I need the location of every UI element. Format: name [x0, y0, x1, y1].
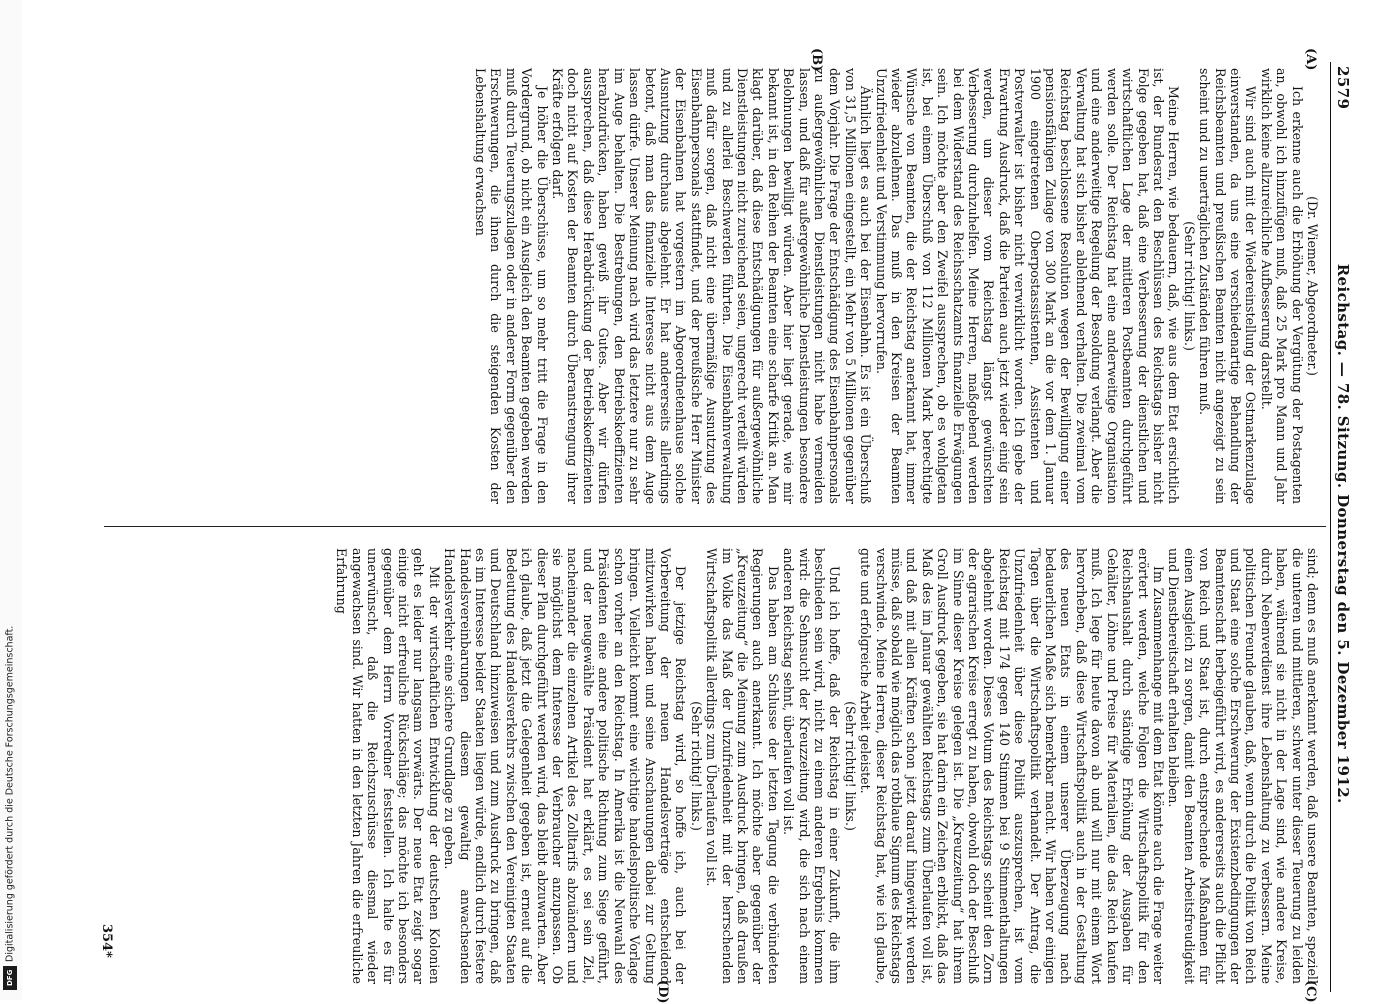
paragraph: Je höher die Überschüsse, um so mehr tritt die Frage in den Vordergrund, ob nicht ein Ausgleich den Beamten gegeben werden muß durch Teuerungszulagen oder in anderer Form gegenüber den Erschwerungen, die ihnen durch die steigenden Kosten der Lebenshaltung erwachsen [473, 68, 550, 504]
header-title: Reichstag. — 78. Sitzung. Donnerstag den 5. Dezember 1912. [1334, 263, 1352, 804]
left-column [473, 68, 1320, 504]
margin-marker-a: (A) [1303, 48, 1318, 71]
paragraph: Ich erkenne auch die Erhöhung der Vergütung der Postagenten an, obwohl ich hinzufügen muß, daß 25 Mark pro Mann und Jahr wirklich keine allzureichliche Aufbesserung darstellt. [1258, 68, 1305, 504]
paragraph: Mit der wirtschaftlichen Entwicklung der deutschen Kolonien geht es leider nur langsam vorwärts. Der neue Etat zeigt sogar einige nicht erfreuliche Rückschläge; das möchte ich besonders gegenüber dem Herrn Vorredner feststellen. Ich halte es für unerwünscht, daß die Reichszuschüsse diesmal wieder angewachsen sind. Wir hatten in den letzten Jahren die erfreuliche Erfahrung [334, 548, 442, 984]
column-divider [104, 526, 1326, 527]
digitisation-note: Digitalisierung gefördert durch die Deutsche Forschungsgemeinschaft. [4, 625, 16, 962]
paragraph: Meine Herren, wie bedauern, daß, wie aus dem Etat ersichtlich ist, der Bundesrat den Beschlüssen des Reichstags bisher nicht Folge gegeben hat, daß eine Verbesserung der dienstlichen und wirtschaftlichen Lage der mittleren Postbeamten durchgeführt werden solle. Der Reichstag hat eine anderweitige Organisation und eine anderweitige Regelung der Besoldung verlangt. Aber die Verwaltung hat sich bisher ablehnend verhalten. Die zweimal vom Reichstag beschlossene Resolution wegen der Bewilligung einer pensionsfähigen Zulage von 300 Mark an die vor dem 1. Januar 1900 eingetretenen Oberpostassistenten, Assistenten und Postverwalter ist bisher nicht verwirklicht worden. Ich gebe der Erwartung Ausdruck, daß die Parteien auch jetzt wieder einig sein werden, um dieser vom Reichstag längst gewünschten Verbesserung durchzuhelfen. Meine Herren, maßgebend werden bei dem Widerstand des Reichsschatzamts finanzielle Erwägungen sein. Ich möchte aber den Zweifel aussprechen, ob es wohlgetan ist, bei einem Überschuß von 112 Millionen Mark berechtigte Wünsche von Beamten, die der Reichstag anerkannt hat, immer wieder abzulehnen. Das muß in den Kreisen der Beamten Unzufriedenheit und Verstimmung hervorrufen. [873, 68, 1182, 504]
paragraph: Wir sind auch mit der Wiedereinstellung der Ostmarkenzulage einverstanden, da uns eine verschiedenartige Behandlung der Reichsbeamten und preußischen Beamten nicht angezeigt zu sein scheint und zu unerträglichen Zuständen führen muß. [1197, 68, 1259, 504]
margin-marker-d: (D) [655, 980, 670, 1004]
margin-marker-c: (C) [1303, 980, 1318, 1003]
paragraph: sind; denn es muß anerkannt werden, daß unsere Beamten, speziell die unteren und mittleren, schwer unter dieser Teuerung zu leiden haben, während sie nicht in der Lage sind, wie andere Kreise, durch Nebenverdienst ihre Lebenshaltung zu verbessern. Meine politischen Freunde glauben, daß, wenn durch die Politik von Reich und Staat eine solche Erschwerung der Existenzbedingungen der Beamtenschaft herbeigeführt wird, es andererseits auch die Pflicht von Reich und Staat ist, durch entsprechende Maßnahmen für einen Ausgleich zu sorgen, damit den Beamten Arbeitsfreudigkeit und Dienstbereitschaft erhalten bleiben. [1166, 548, 1320, 984]
header-page-number: 2579 [1334, 66, 1352, 110]
paragraph: Der jetzige Reichstag wird, so hoffe ich, auch bei der Vorbereitung der neuen Handelsverträge entscheidend mitzuwirken haben und seine Anschauungen dabei zur Geltung bringen. Vielleicht kommt eine wichtige handelspolitische Vorlage schon vorher an den Reichstag. In Amerika ist die Neuwahl des Präsidenten eine andere politische Richtung zum Siege geführt, und der neugewählte Präsident hat erklärt, es sei sein Ziel, nacheinander die einzelnen Artikel des Zolltarifs abzuändern und sie möglichst dem Interesse der Verbraucher anzupassen. Ob dieser Plan durchgeführt werden wird, das bleibt abzuwarten. Aber ich glaube, daß jetzt die Gelegenheit gegeben ist, erneut auf die Bedeutung des Handelsverkehrs zwischen den Vereinigten Staaten und Deutschland hinzuweisen und zum Ausdruck zu bringen, daß es im Interesse beider Staaten liegen würde, endlich durch festere Handelsvereinbarungen diesem gewaltig anwachsenden Handelsverkehr eine sichere Grundlage zu geben. [442, 548, 689, 984]
scanned-page-wrapper [60, 48, 1360, 1004]
speaker-line: (Dr. Wiemer, Abgeordneter.) [1305, 196, 1320, 376]
paragraph: Ähnlich liegt es auch bei der Eisenbahn. Es ist ein Überschuß von 31,5 Millionen eingestellt, ein Mehr von 5 Millionen gegenüber dem Vorjahr. Die Frage der Entschädigung des Eisenbahnpersonals zu außergewöhnlichen Dienstleistungen nicht habe vermeiden lassen, und daß für außergewöhnliche Dienstleistungen besondere Belohnungen bewilligt würden. Aber hier liegt gerade, wie mir bekannt ist, in den Reihen der Beamten eine scharfe Kritik an. Man klagt darüber, daß diese Entschädigungen für außergewöhnliche Dienstleistungen nicht zureichend seien, ungerecht verteilt würden und zu allerlei Beschwerden führten. Die Eisenbahnverwaltung muß dafür sorgen, daß nicht eine übermäßige Ausnutzung des Eisenbahnpersonals stattfindet, und der preußische Herr Minister der Eisenbahnen hat vorgestern im Abgeordnetenhause solche Ausnutzung durchaus abgelehnt. Er hat andererseits allerdings betont, daß man das finanzielle Interesse nicht aus dem Auge lassen dürfe. Unserer Meinung nach wird das letztere nur zu sehr im Auge behalten. Die Bestrebungen, den Betriebskoeffizienten herabzudrücken, haben gewiß ihr Gutes. Aber wir dürfen aussprechen, daß diese Herabdrückung der Betriebskoeffizienten doch nicht auf Kosten der Beamten durch Überanstrengung ihrer Kräfte erfolgen darf. [550, 68, 874, 504]
right-column [334, 548, 1320, 984]
dfg-logo: DFG [3, 966, 17, 990]
page-header [1330, 62, 1360, 992]
margin-strip [0, 0, 22, 1000]
paragraph: Im Zusammenhange mit dem Etat könnte auch die Frage weiter erörtert werden, welche Folgen die Wirtschaftspolitik für den Reichshaushalt durch ständige Erhöhung der Ausgaben für Gehälter, Löhne und Preise für Materialien, die das Reich kaufen muß. Ich lege für heute davon ab und will nur mit einem Wort hervorheben, daß diese Wirtschaftspolitik auch in der Gestaltung des neuen Etats in einem unserer Überzeugung nach bedauerlichen Maße sich bemerkbar macht. Wir haben vor einigen Tagen über die Wirtschaftspolitik verhandelt. Der Antrag, die Unzufriedenheit über diese Politik auszusprechen, ist vom Reichstag mit 174 gegen 140 Stimmen bei 9 Stimmenthaltungen abgelehnt worden. Dieses Votum des Reichstags scheint den Zorn der agrarischen Kreise erregt zu haben, obwohl doch der Beschluß im Sinne dieser Kreise gelegen ist. Die „Kreuzzeitung“ hat ihrem Groll Ausdruck gegeben, sie hat darin ein Zeichen erblickt, daß das Maß des im Januar gewählten Reichstags zum Überlaufen voll ist, und daß mit allen Kräften schon jetzt darauf hingewirkt werden müsse, daß sobald wie möglich das rotblaue Signum des Reichstags verschwinde. Meine Herren, dieser Reichstag hat, wie ich glaube, gute und erfolgreiche Arbeit geleistet. [858, 548, 1166, 984]
footer-page-mark: 354* [99, 924, 114, 958]
interjection: (Sehr richtig! links.) [842, 701, 858, 831]
margin-marker-b: (B) [809, 48, 824, 72]
interjection: (Sehr richtig! links.) [688, 701, 704, 831]
interjection: (Sehr richtig! links.) [1181, 221, 1197, 351]
paragraph: Das haben am Schlusse der letzten Tagung die verbündeten Regierungen auch anerkannt. Ich möchte aber gegenüber der „Kreuzzeitung“ die Meinung zum Ausdruck bringen, daß draußen im Volke das Maß der Unzufriedenheit mit der herrschenden Wirtschaftspolitik allerdings zum Überlaufen voll ist. [704, 548, 781, 984]
scanned-page [60, 48, 1360, 1004]
paragraph: Und ich hoffe, daß der Reichstag in einer Zukunft, die ihm beschieden sein wird, nicht zu einem anderen Ergebnis kommen wird: die Sehnsucht der Kreuzzeitung wird, die sich nach einem anderen Reichstag sehnt, überlaufen voll ist. [781, 548, 843, 984]
